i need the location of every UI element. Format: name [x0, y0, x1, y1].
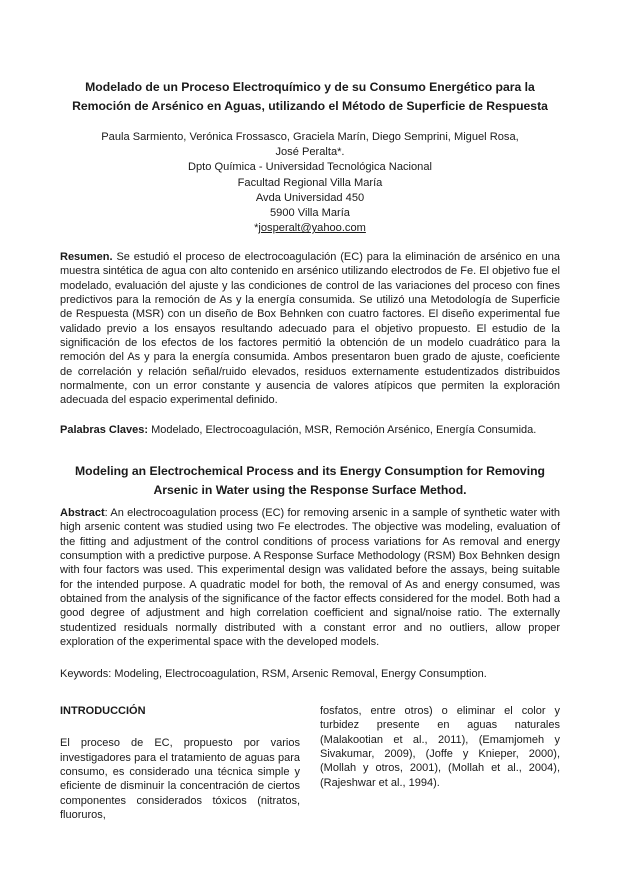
author-block — [60, 130, 560, 236]
palabras-claves-label: Palabras Claves: — [60, 424, 149, 436]
keywords-paragraph: Keywords: Modeling, Electrocoagulation, RSM, Arsenic Removal, Energy Consumption. — [60, 668, 487, 680]
title-english — [60, 462, 560, 500]
author-names-line2: José Peralta*. — [275, 146, 345, 159]
title-english-line2: Arsenic in Water using the Response Surface Method. — [153, 483, 467, 497]
abstract-text: : An electrocoagulation process (EC) for removing arsenic in a sample of synthetic water with high arsenic content was studied using two Fe electrodes. The objective was modeling, evaluation of the fitting and adjustment of the control conditions of process variations for As removal and energy consumption with a predictive purpose. A Response Surface Methodology (RSM) Box Behnken design with four factors was used. This experimental design was validated before the assays, being suitable for the intended purpose. A quadratic model for both, the removal of As and energy consumed, was obtained from the analysis of the significance of the factor effects considered for the model. Both had a good degree of adjustment and high correlation coefficient and signal/noise ratio. The externally studentized residuals normally distributed with a constant error and no outliers, allow proper exploration of the experimental space with the developed models. — [60, 507, 560, 649]
title-spanish — [60, 78, 560, 116]
intro-right-column — [320, 704, 560, 790]
affiliation-street: Avda Universidad 450 — [255, 191, 365, 204]
resumen-label: Resumen. — [60, 251, 113, 263]
title-spanish-line2: Remoción de Arsénico en Aguas, utilizando el Método de Superficie de Respuesta — [72, 99, 548, 113]
affiliation-city: 5900 Villa María — [270, 207, 350, 220]
author-names-line1: Paula Sarmiento, Verónica Frossasco, Graciela Marín, Diego Semprini, Miguel Rosa, — [101, 131, 519, 143]
palabras-claves-text: Modelado, Electrocoagulación, MSR, Remoción Arsénico, Energía Consumida. — [148, 424, 537, 436]
contact-email-line — [60, 221, 560, 236]
intro-left-column — [60, 704, 300, 822]
abstract-paragraph — [60, 506, 560, 649]
email-asterisk: * — [254, 222, 259, 235]
title-spanish-line1: Modelado de un Proceso Electroquímico y de su Consumo Energético para la — [85, 80, 535, 94]
section-heading-introduccion: INTRODUCCIÓN — [60, 705, 146, 717]
intro-left-text: El proceso de EC, propuesto por varios investigadores para el tratamiento de aguas para consumo, es considerado una técnica simple y eficiente de disminuir la concentración de ciertos componentes considerados tóxicos (nitratos, fluoruros, — [60, 737, 300, 822]
affiliation-department: Dpto Química - Universidad Tecnológica Nacional — [188, 161, 432, 174]
title-english-line1: Modeling an Electrochemical Process and its Energy Consumption for Removing — [75, 464, 545, 478]
palabras-claves-paragraph — [60, 423, 560, 437]
resumen-text: Se estudió el proceso de electrocoagulación (EC) para la eliminación de arsénico en una muestra sintética de agua con alto contenido en arsénico utilizando electrodos de Fe. El objetivo fue el modelado, evaluación del ajuste y las condiciones de control de las variaciones del proceso con fines predictivos para la remoción de As y la energía consumida. Se utilizó una Metodología de Superficie de Respuesta (MSR) con un diseño de Box Behnken con cuatro factores. El diseño experimental fue validado previo a los ensayos resultando adecuado para el objetivo propuesto. El estudio de la significación de los efectos de los factores permitió la obtención de un modelo cuadrático para la remoción del As y para la energía consumida. Ambos presentaron buen grado de ajuste, coeficiente de correlación y relación señal/ruido elevados, residuos externamente estudentizados distribuidos normalmente, con un error constante y ausencia de valores atípicos que permiten la exploración adecuada del espacio experimental definido. — [60, 251, 560, 407]
contact-email-link[interactable]: josperalt@yahoo.com — [258, 222, 366, 235]
abstract-label: Abstract — [60, 507, 105, 519]
resumen-paragraph — [60, 250, 560, 408]
affiliation-faculty: Facultad Regional Villa María — [237, 176, 383, 189]
intro-right-text: fosfatos, entre otros) o eliminar el color y turbidez presente en aguas naturales (Malakootian et al., 2011), (Emamjomeh y Sivakumar, 2009), (Joffe y Knieper, 2000), (Mollah y otros, 2001), (Mollah et al., 2004), (Rajeshwar et al., 1994). — [320, 705, 560, 789]
